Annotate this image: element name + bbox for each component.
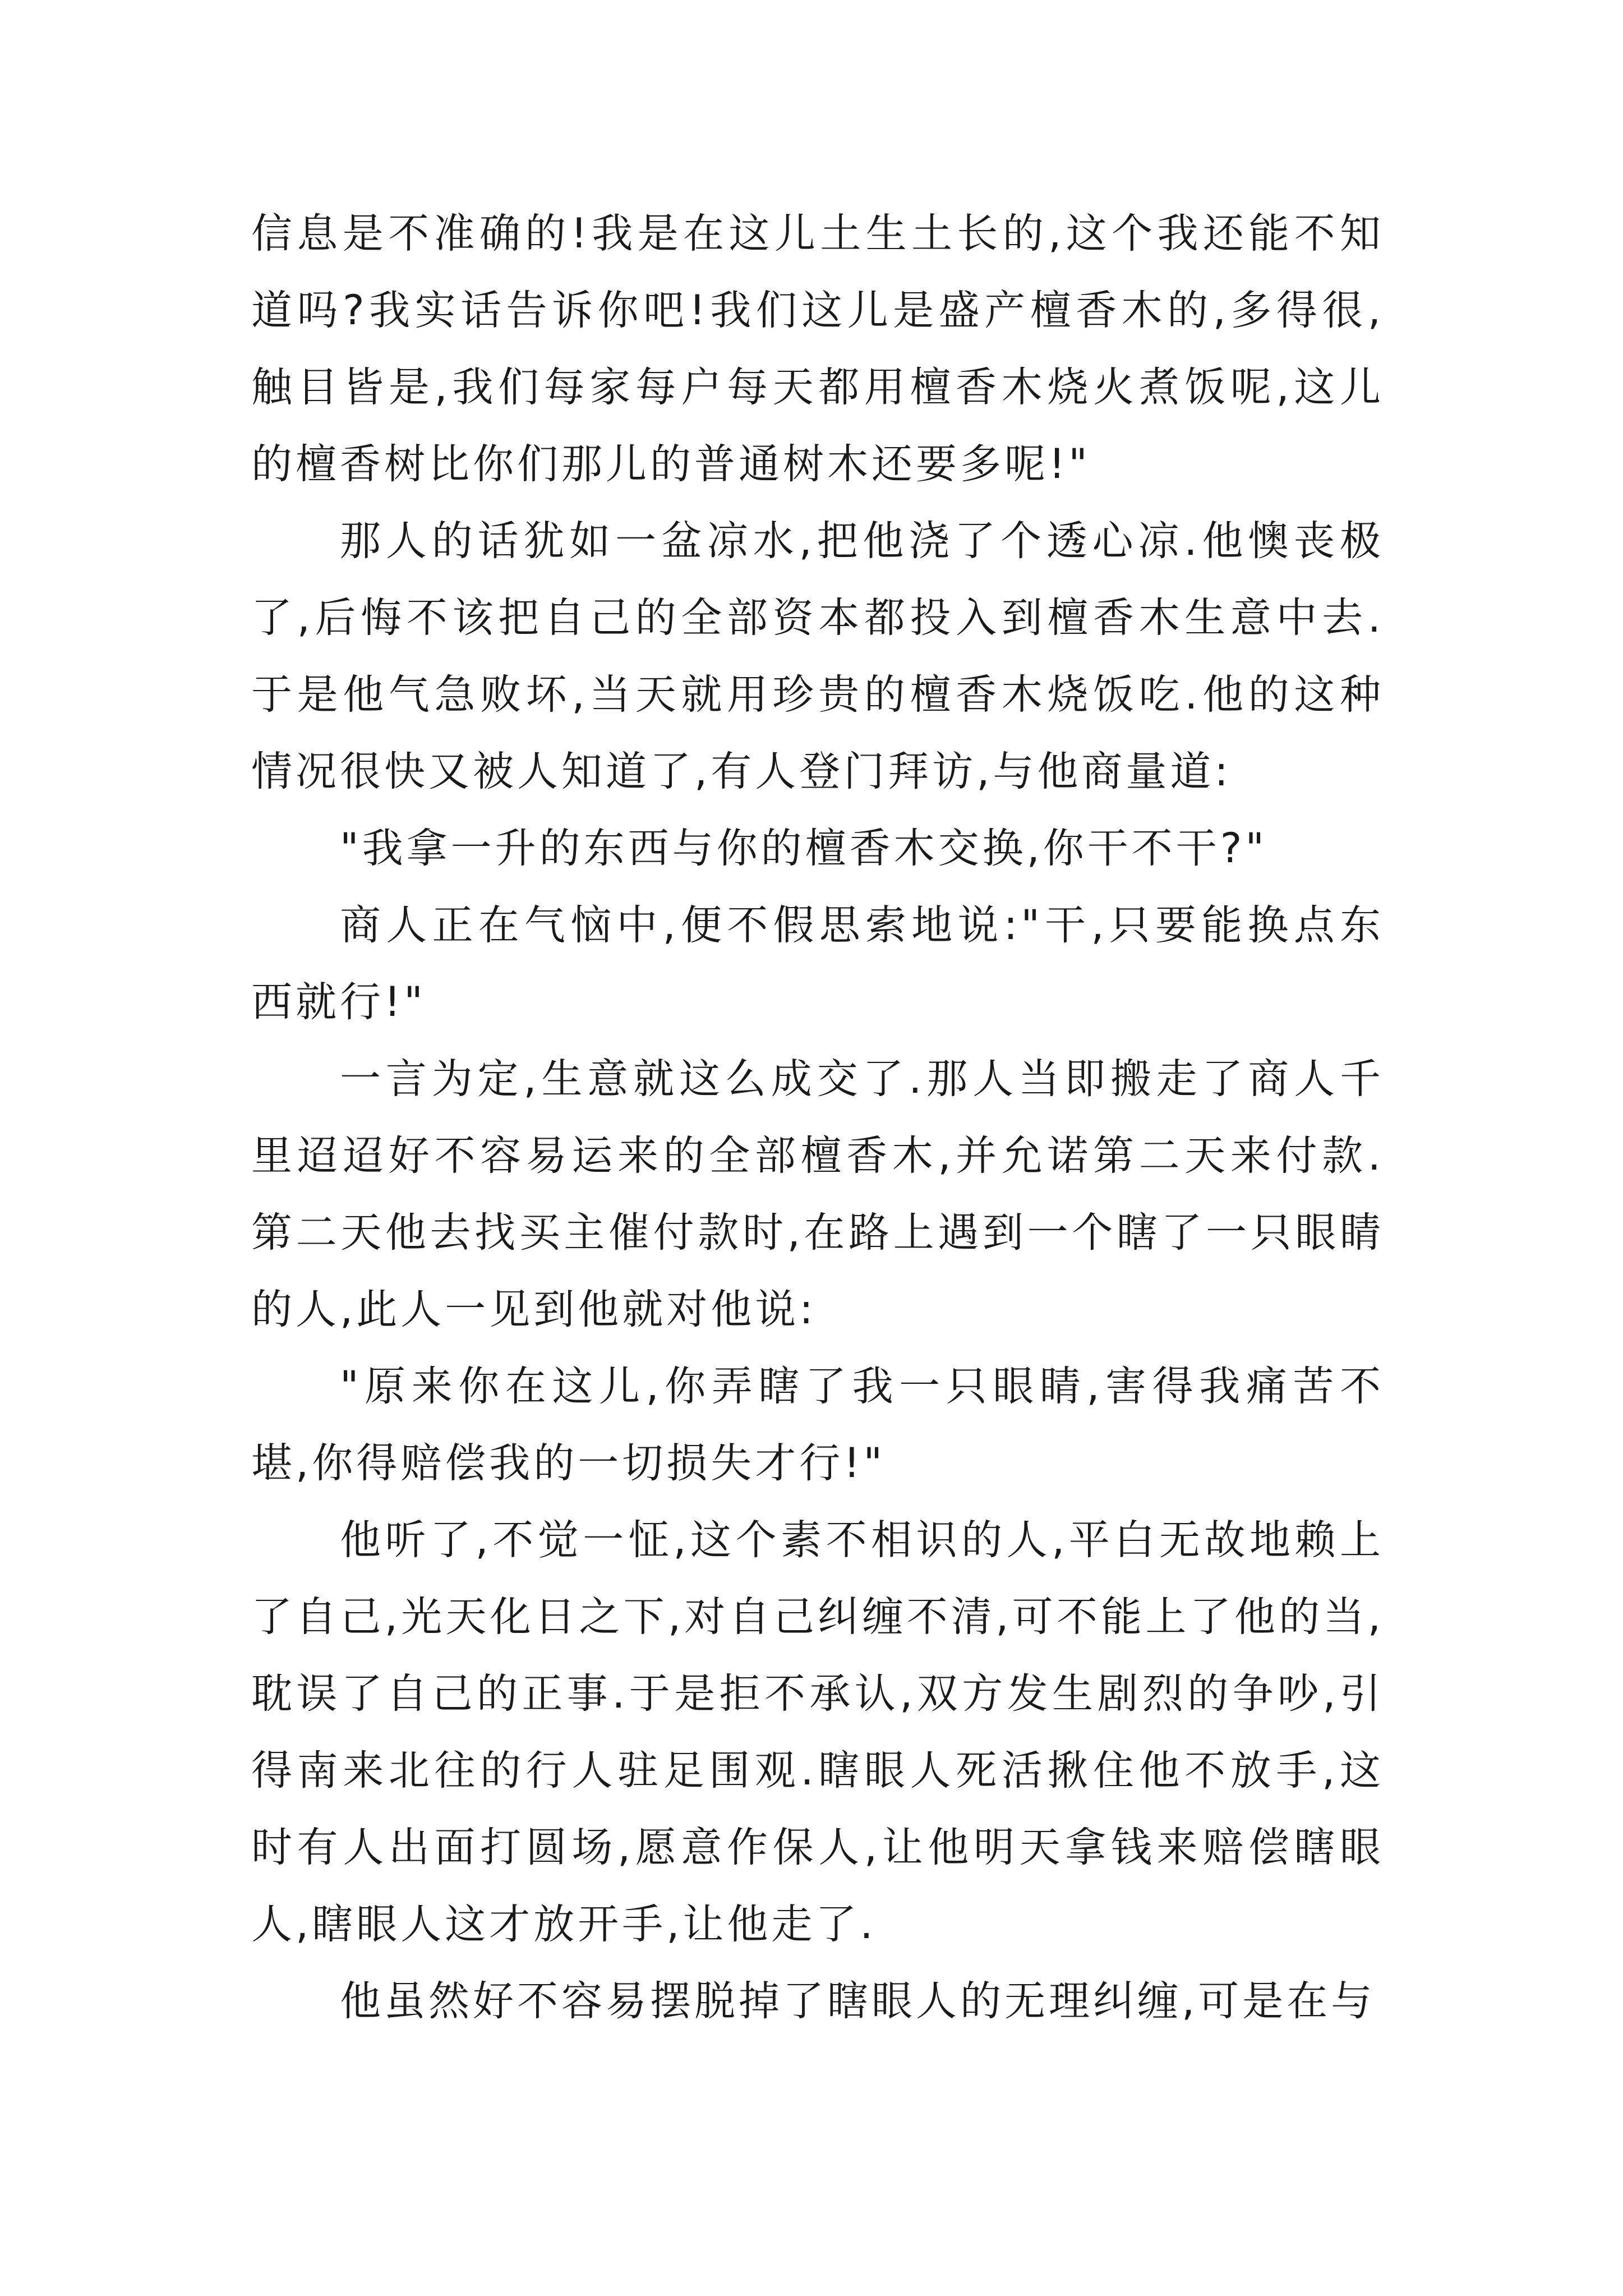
paragraph: 一言为定,生意就这么成交了.那人当即搬走了商人千里迢迢好不容易运来的全部檀香木,并允诺第二天来付款.第二天他去找买主催付款时,在路上遇到一个瞎了一只眼睛的人,此人一见到他就对他说:: [251, 1055, 1384, 1333]
paragraph: 他听了,不觉一怔,这个素不相识的人,平白无故地赖上了自己,光天化日之下,对自己纠缠不清,可不能上了他的当,耽误了自己的正事.于是拒不承认,双方发生剧烈的争吵,引得南来北往的行人驻足围观.瞎眼人死活揪住他不放手,这时有人出面打圆场,愿意作保人,让他明天拿钱来赔偿瞎眼人,瞎眼人这才放开手,让他走了.: [251, 1516, 1384, 1948]
paragraph-truncated: 他虽然好不容易摆脱掉了瞎眼人的无理纠缠,可是在与: [340, 1977, 1376, 2025]
paragraph: 那人的话犹如一盆凉水,把他浇了个透心凉.他懊丧极了,后悔不该把自己的全部资本都投入到檀香木生意中去.于是他气急败坏,当天就用珍贵的檀香木烧饭吃.他的这种情况很快又被人知道了,有人登门拜访,与他商量道:: [251, 517, 1384, 795]
paragraph-dialogue: "原来你在这儿,你弄瞎了我一只眼睛,害得我痛苦不堪,你得赔偿我的一切损失才行!": [251, 1363, 1384, 1487]
paragraph-continued: 信息是不准确的!我是在这儿土生土长的,这个我还能不知道吗?我实话告诉你吧!我们这儿是盛产檀香木的,多得很,触目皆是,我们每家每户每天都用檀香木烧火煮饭呢,这儿的檀香树比你们那儿的普通树木还要多呢!": [251, 210, 1384, 488]
paragraph: 商人正在气恼中,便不假思索地说:"干,只要能换点东西就行!": [251, 901, 1384, 1026]
body-text: [251, 195, 1384, 2040]
paragraph-dialogue: "我拿一升的东西与你的檀香木交换,你干不干?": [340, 825, 1268, 872]
